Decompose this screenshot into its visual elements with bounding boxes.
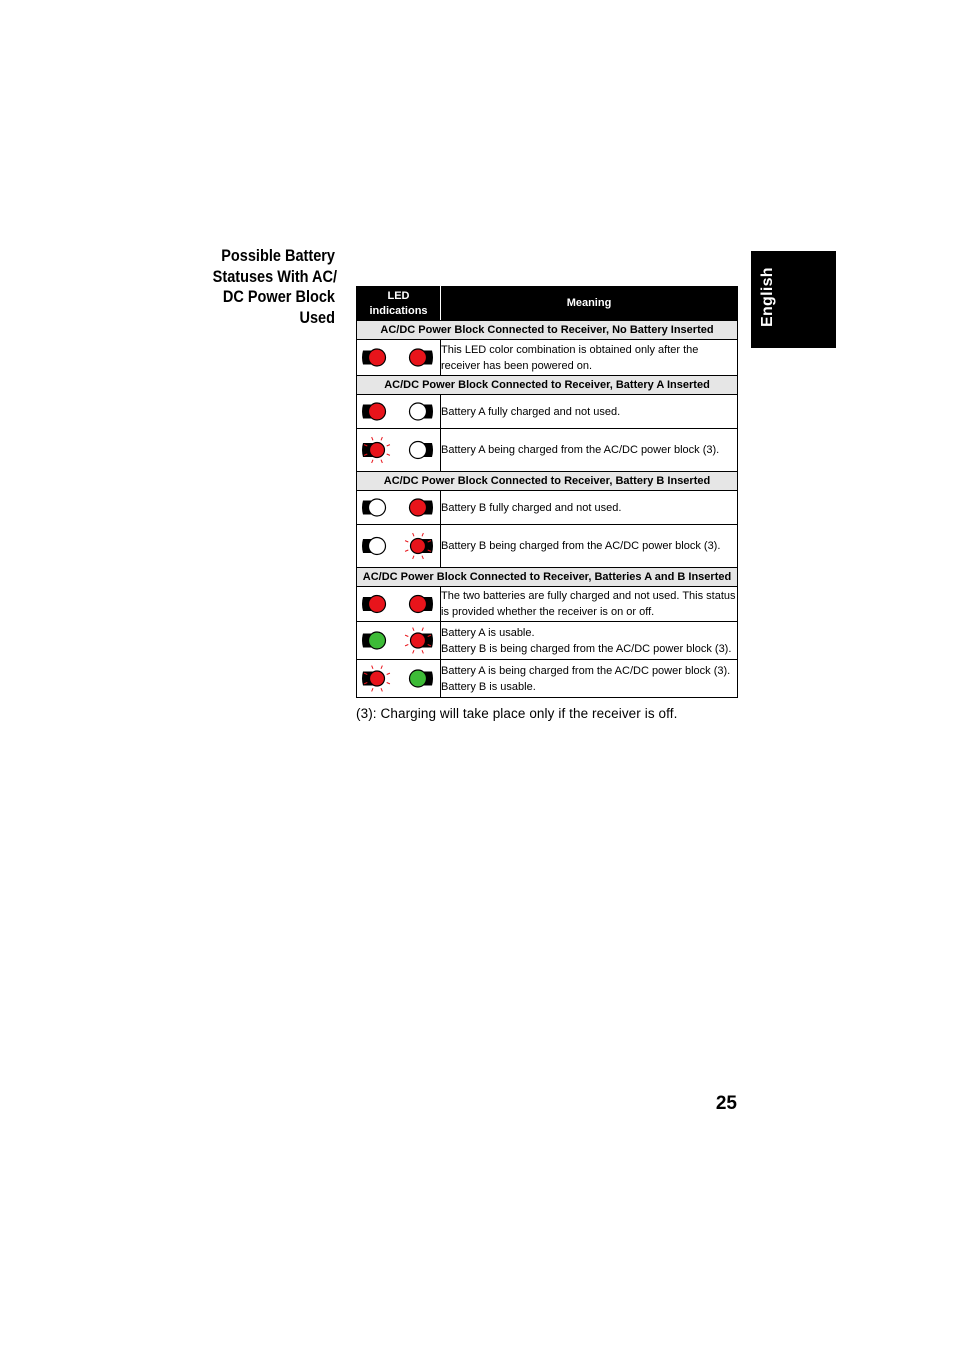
column-header-led — [357, 287, 441, 321]
meaning-text: Battery B is usable. — [441, 680, 536, 693]
section-title-line: DC Power Block — [222, 288, 335, 307]
meaning-cell — [441, 340, 738, 376]
meaning-cell — [441, 587, 738, 622]
battery-b-led-white-icon — [410, 403, 434, 420]
battery-a-led-white-icon — [362, 538, 386, 555]
led-status-table — [356, 286, 738, 698]
section-title-line: Used — [299, 308, 335, 327]
table-row — [357, 587, 738, 622]
meaning-text: Battery A is usable. — [441, 626, 535, 639]
meaning-cell — [441, 660, 738, 698]
section-title — [212, 246, 338, 328]
battery-a-led-red-icon — [362, 403, 386, 420]
footnote: (3): Charging will take place only if the receiver is off. — [356, 706, 678, 721]
battery-b-led-red-icon — [410, 596, 434, 613]
led-indications-cell — [357, 660, 441, 698]
battery-b-led-green-icon — [410, 670, 434, 687]
group-header-row — [357, 568, 738, 587]
battery-b-led-red-icon — [410, 349, 434, 366]
table-row — [357, 429, 738, 472]
battery-b-led-red-blink-icon — [405, 628, 433, 654]
group-title: AC/DC Power Block Connected to Receiver, No Battery Inserted — [357, 321, 738, 340]
led-indications-cell — [357, 491, 441, 525]
section-title-line: Statuses With AC/ — [212, 267, 338, 286]
meaning-text: The two batteries are fully charged and not used. This status is provided whether the receiver is on or off. — [441, 590, 736, 618]
language-tab — [751, 251, 836, 348]
battery-a-led-green-icon — [362, 632, 386, 649]
language-tab-label: English — [759, 267, 776, 327]
meaning-cell — [441, 525, 738, 568]
group-header-row — [357, 472, 738, 491]
table-row — [357, 395, 738, 429]
column-header-meaning: Meaning — [441, 287, 738, 321]
page-number: 25 — [715, 1093, 737, 1114]
group-title: AC/DC Power Block Connected to Receiver, Battery A Inserted — [357, 376, 738, 395]
battery-a-led-red-icon — [362, 349, 386, 366]
battery-b-led-white-icon — [410, 442, 434, 459]
meaning-text: This LED color combination is obtained only after the receiver has been powered on. — [441, 343, 699, 372]
column-header-led-line2: indications — [369, 304, 428, 317]
led-indications-cell — [357, 340, 441, 376]
battery-b-led-red-icon — [410, 499, 434, 516]
led-indications-cell — [357, 622, 441, 660]
table-body — [357, 321, 738, 698]
battery-a-led-white-icon — [362, 499, 386, 516]
meaning-cell — [441, 491, 738, 525]
meaning-text: Battery A is being charged from the AC/DC power block (3). — [441, 664, 731, 677]
battery-b-led-red-blink-icon — [405, 533, 433, 559]
led-indications-cell — [357, 587, 441, 622]
column-header-led-line1: LED — [387, 289, 410, 302]
meaning-cell — [441, 429, 738, 472]
led-indications-cell — [357, 525, 441, 568]
table-row — [357, 525, 738, 568]
meaning-text: Battery A being charged from the AC/DC power block (3). — [441, 444, 720, 456]
group-header-row — [357, 321, 738, 340]
led-indications-cell — [357, 395, 441, 429]
table-row — [357, 622, 738, 660]
group-header-row — [357, 376, 738, 395]
group-title: AC/DC Power Block Connected to Receiver, Battery B Inserted — [357, 472, 738, 491]
table-row — [357, 491, 738, 525]
meaning-text: Battery A fully charged and not used. — [441, 405, 621, 418]
meaning-cell — [441, 622, 738, 660]
meaning-cell — [441, 395, 738, 429]
table-header-row — [357, 287, 738, 321]
battery-a-led-red-blink-icon — [362, 666, 390, 692]
battery-a-led-red-blink-icon — [362, 437, 390, 463]
meaning-text: Battery B being charged from the AC/DC power block (3). — [441, 540, 721, 552]
table-row — [357, 340, 738, 376]
section-title-line: Possible Battery — [221, 247, 335, 265]
meaning-text: Battery B is being charged from the AC/DC power block (3). — [441, 642, 732, 655]
table-row — [357, 660, 738, 698]
meaning-text: Battery B fully charged and not used. — [441, 501, 622, 514]
battery-a-led-red-icon — [362, 596, 386, 613]
group-title: AC/DC Power Block Connected to Receiver, Batteries A and B Inserted — [357, 568, 738, 587]
led-indications-cell — [357, 429, 441, 472]
